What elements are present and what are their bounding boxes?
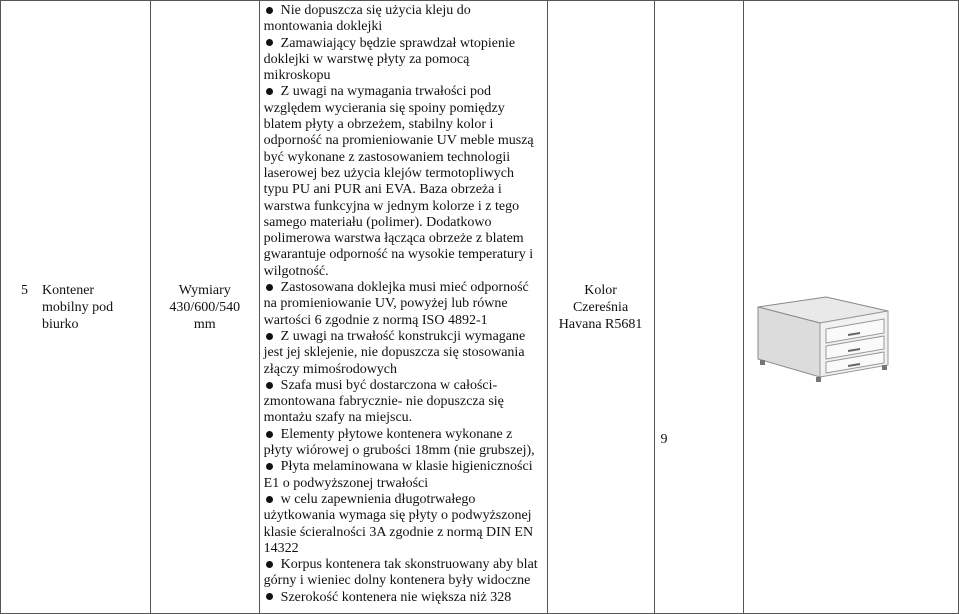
description-line: użytkowania wymaga się płyty o podwyższonej xyxy=(263,508,532,524)
item-name-cell xyxy=(1,1,151,614)
description-line: złączy mimośrodowych xyxy=(263,361,398,377)
description-item xyxy=(264,280,544,329)
description-line: wilgotność. xyxy=(263,263,329,279)
description-line-text: Zastosowana doklejka musi mieć odporność xyxy=(280,280,529,296)
dimensions-line: 430/600/540 mm xyxy=(169,299,241,332)
image-cell xyxy=(744,1,959,614)
description-line: warstwa funkcyjna w jednym kolorze i z tego xyxy=(263,198,520,214)
quantity-value: 9 xyxy=(660,432,668,447)
table-row xyxy=(1,1,959,614)
description-line: wartości 6 zgodnie z normą ISO 4892-1 xyxy=(263,312,488,328)
bullet-icon xyxy=(266,382,273,389)
description-line-text: w celu zapewnienia długotrwałego xyxy=(280,491,476,507)
description-line: samego materiału (polimer). Dodatkowo xyxy=(263,214,492,230)
bullet-icon xyxy=(266,561,273,568)
description-line-text: Z uwagi na wymagania trwałości pod xyxy=(280,84,491,100)
description-line xyxy=(264,36,544,52)
description-item xyxy=(264,36,544,85)
description-line: zmontowana fabrycznie- nie dopuszcza się xyxy=(263,394,504,410)
description-line: jest jej sklejenie, nie dopuszcza się stosowania xyxy=(263,345,525,361)
description-line: gwarantuje odporność na wysokie temperatury i xyxy=(263,247,534,263)
description-item xyxy=(264,378,544,427)
description-line xyxy=(264,590,544,606)
description-line: mikroskopu xyxy=(263,68,331,84)
bullet-icon xyxy=(266,496,273,503)
description-line: 14322 xyxy=(263,540,299,556)
item-name xyxy=(42,282,113,333)
description-line: na promieniowanie UV, powyżej lub równe xyxy=(263,296,508,312)
bullet-icon xyxy=(266,593,273,600)
bullet-icon xyxy=(266,431,273,438)
description-line-text: Płyta melaminowana w klasie higieniczności xyxy=(280,459,533,475)
description-line: typu PU ani PUR ani EVA. Baza obrzeża i xyxy=(263,182,502,198)
description-line-text: Szafa musi być dostarczona w całości- xyxy=(280,377,498,393)
description-line-text: Szerokość kontenera nie większa niż 328 xyxy=(280,589,512,605)
quantity-cell xyxy=(654,1,744,614)
description-line xyxy=(264,378,544,394)
description-line: laserowej bez użycia klejów termotopliwych xyxy=(263,165,515,181)
bullet-icon xyxy=(266,39,273,46)
bullet-icon xyxy=(266,333,273,340)
description-line-text: Korpus kontenera tak skonstruowany aby blat xyxy=(280,557,538,573)
item-name-line: mobilny pod xyxy=(42,299,114,315)
description-line-text: Nie dopuszcza się użycia kleju do xyxy=(280,3,471,18)
description-cell xyxy=(259,1,547,614)
dimensions-text xyxy=(151,282,259,333)
description-line xyxy=(264,492,544,508)
description-line: być wykonane z zastosowaniem technologii xyxy=(263,149,511,165)
dimensions-cell xyxy=(150,1,259,614)
description-line: klasie ścieralności 3A zgodnie z normą DIN EN xyxy=(263,524,534,540)
mobile-drawer-cabinet-icon xyxy=(752,285,892,385)
description-item xyxy=(264,427,544,460)
description-line: odporność na promieniowanie UV meble muszą xyxy=(263,133,534,149)
description-line xyxy=(264,329,544,345)
color-text xyxy=(548,282,654,333)
dimensions-line: Wymiary xyxy=(178,282,231,298)
item-name-line: Kontener xyxy=(42,282,95,298)
description-list xyxy=(264,3,544,606)
description-item xyxy=(264,492,544,557)
description-item xyxy=(264,3,544,36)
item-number: 5 xyxy=(21,282,28,298)
description-line: względem wycierania się spoiny pomiędzy xyxy=(263,100,505,116)
bullet-icon xyxy=(266,284,273,291)
description-line xyxy=(264,427,544,443)
item-name-line: biurko xyxy=(42,316,79,332)
description-line xyxy=(264,280,544,296)
description-line: montowania doklejki xyxy=(263,19,383,35)
bullet-icon xyxy=(266,463,273,470)
description-line: płyty wiórowej o grubości 18mm (nie grubszej), xyxy=(263,443,535,459)
description-line: górny i wieniec dolny kontenera były widoczne xyxy=(263,573,531,589)
description-line: E1 o podwyższonej trwałości xyxy=(263,475,429,491)
bullet-icon xyxy=(266,88,273,95)
color-line: Havana R5681 xyxy=(558,316,643,332)
description-line-text: Z uwagi na trwałość konstrukcji wymagane xyxy=(280,328,526,344)
description-item xyxy=(264,590,544,606)
color-cell xyxy=(547,1,654,614)
description-item xyxy=(264,557,544,590)
description-line xyxy=(264,459,544,475)
description-line: polimerowa warstwa łącząca obrzeże z blatem xyxy=(263,231,524,247)
description-line-text: Elementy płytowe kontenera wykonane z xyxy=(280,426,513,442)
description-line: blatem płyty a obrzeżem, stabilny kolor i xyxy=(263,117,494,133)
bullet-icon xyxy=(266,7,273,14)
description-item xyxy=(264,84,544,280)
description-line: doklejki w warstwę płyty za pomocą xyxy=(263,51,470,67)
description-item xyxy=(264,459,544,492)
color-line: Kolor xyxy=(584,282,617,298)
description-line: montażu szafy na miejscu. xyxy=(263,410,413,426)
description-line xyxy=(264,84,544,100)
color-line: Czereśnia xyxy=(572,299,629,315)
description-line-text: Zamawiający będzie sprawdzał wtopienie xyxy=(280,35,516,51)
description-line xyxy=(264,557,544,573)
description-line xyxy=(264,3,544,19)
description-item xyxy=(264,329,544,378)
